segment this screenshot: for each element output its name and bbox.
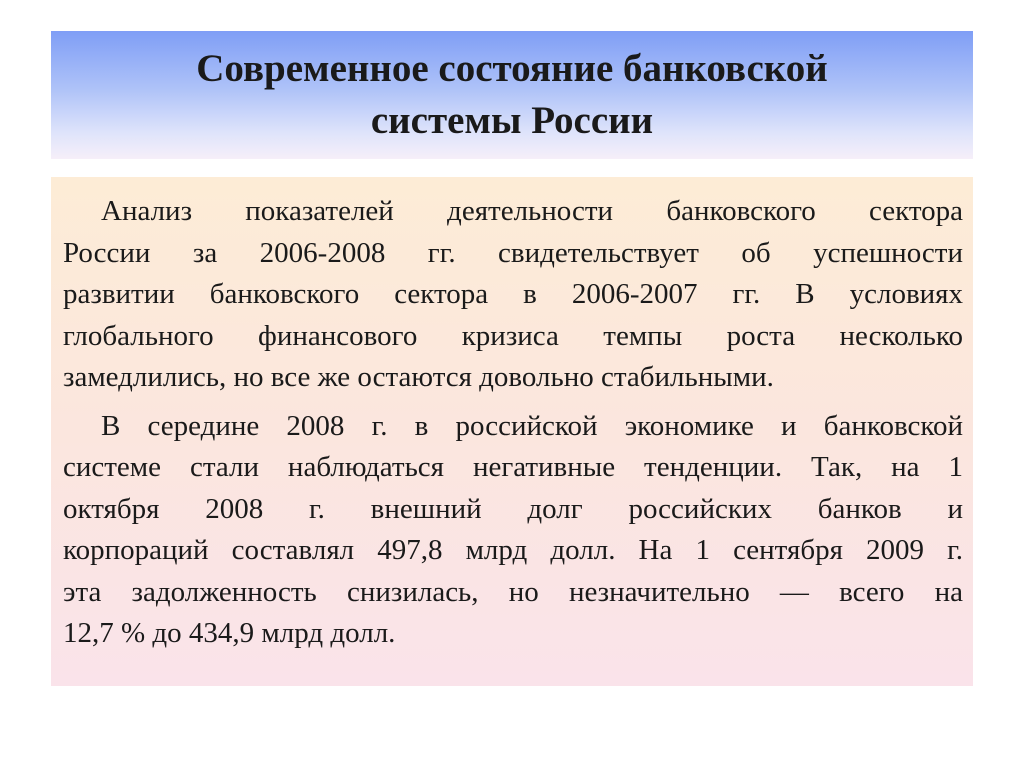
paragraph-1-line: замедлились, но все же остаются довольно стабильными. — [63, 361, 774, 393]
paragraph-2-line: 12,7 % до 434,9 млрд долл. — [63, 617, 396, 649]
slide-title-line-1: Современное состояние банковской — [196, 47, 828, 90]
slide-title-line-2: системы России — [370, 99, 654, 142]
paragraph-1-line: Анализ показателей деятельности банковского сектора — [101, 195, 963, 227]
paragraph-2-line: эта задолженность снизилась, но незначительно — всего на — [63, 575, 963, 608]
slide-title-box — [51, 31, 973, 159]
paragraph-2-line: В середине 2008 г. в российской экономике и банковской — [101, 409, 963, 442]
slide-content-box — [51, 177, 973, 686]
paragraph-2-line: системе стали наблюдаться негативные тенденции. Так, на 1 — [63, 451, 963, 483]
paragraph-1 — [63, 191, 963, 399]
paragraph-1-line: глобального финансового кризиса темпы роста несколько — [63, 319, 963, 352]
paragraph-1-line: развитии банковского сектора в 2006-2007 гг. В условиях — [63, 278, 963, 310]
paragraph-2 — [63, 406, 963, 655]
paragraph-2-line: октября 2008 г. внешний долг российских банков и — [63, 492, 963, 525]
paragraph-1-line: России за 2006-2008 гг. свидетельствует об успешности — [63, 236, 963, 269]
paragraph-2-line: корпораций составлял 497,8 млрд долл. На 1 сентября 2009 г. — [63, 534, 963, 566]
